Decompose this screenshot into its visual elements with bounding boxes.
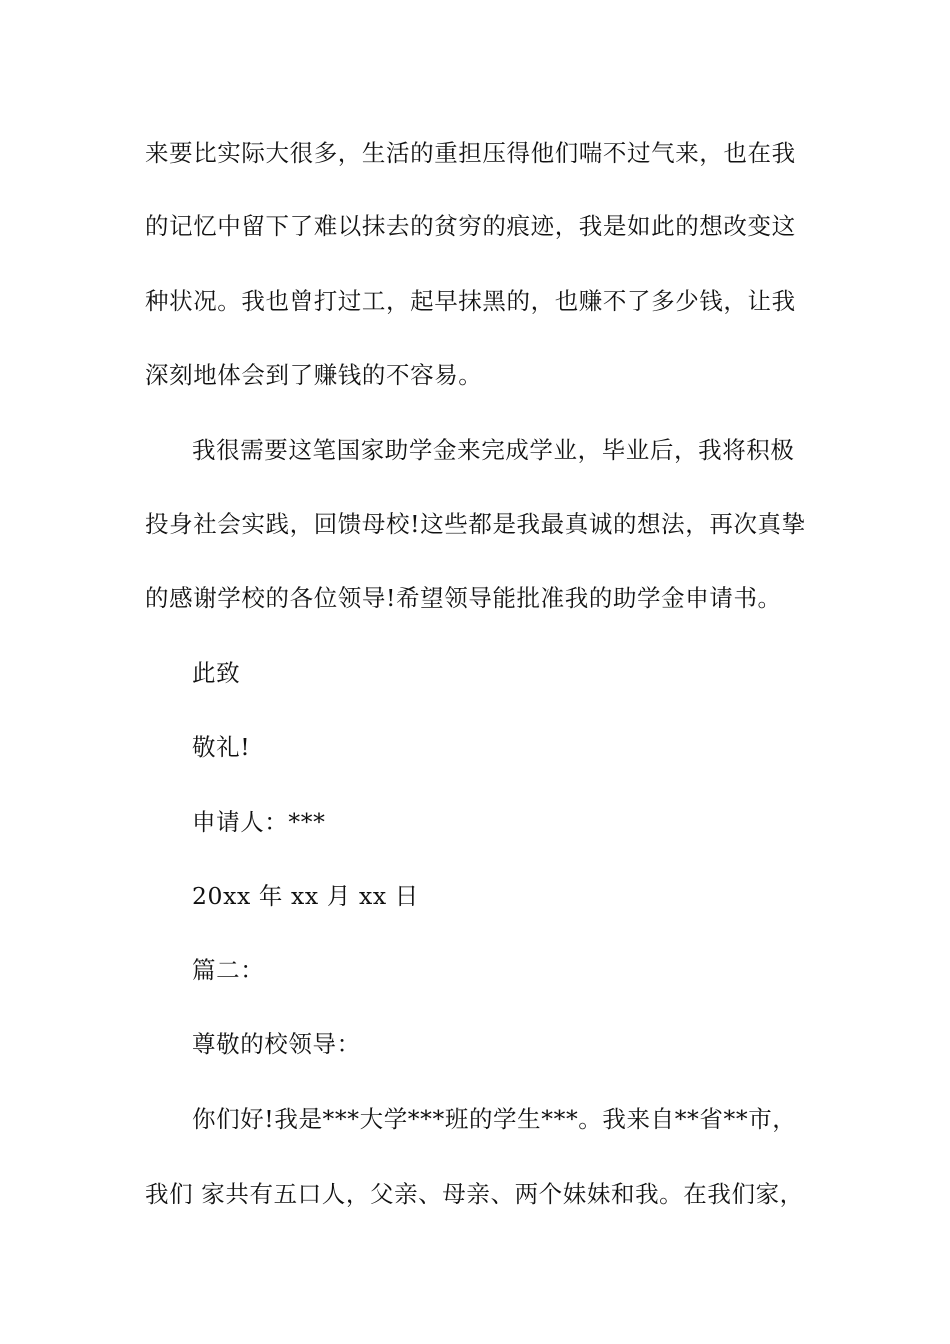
closing-regards: 敬礼! (192, 733, 251, 761)
paragraph-line-6: 投身社会实践，回馈母校!这些都是我最真诚的想法，再次真挚 (145, 510, 806, 538)
paragraph-line-4: 深刻地体会到了赚钱的不容易。 (145, 361, 483, 389)
closing-salutation: 此致 (192, 659, 241, 687)
paragraph-line-7: 的感谢学校的各位领导!希望领导能批准我的助学金申请书。 (145, 584, 782, 612)
paragraph-line-9: 我们 家共有五口人，父亲、母亲、两个妹妹和我。在我们家， (145, 1180, 804, 1208)
paragraph-line-3: 种状况。我也曾打过工，起早抹黑的，也赚不了多少钱，让我 (145, 287, 796, 315)
applicant-signature: 申请人：*** (192, 808, 326, 836)
paragraph-line-2: 的记忆中留下了难以抹去的贫穷的痕迹，我是如此的想改变这 (145, 212, 796, 240)
greeting-line: 尊敬的校领导： (192, 1030, 361, 1058)
paragraph-line-8: 你们好!我是***大学***班的学生***。我来自**省**市， (192, 1105, 797, 1133)
date-line: 20xx 年 xx 月 xx 日 (192, 882, 419, 910)
paragraph-line-1: 来要比实际大很多，生活的重担压得他们喘不过气来，也在我 (145, 139, 796, 167)
paragraph-line-5: 我很需要这笔国家助学金来完成学业，毕业后，我将积极 (192, 436, 795, 464)
section-heading: 篇二： (192, 956, 265, 984)
